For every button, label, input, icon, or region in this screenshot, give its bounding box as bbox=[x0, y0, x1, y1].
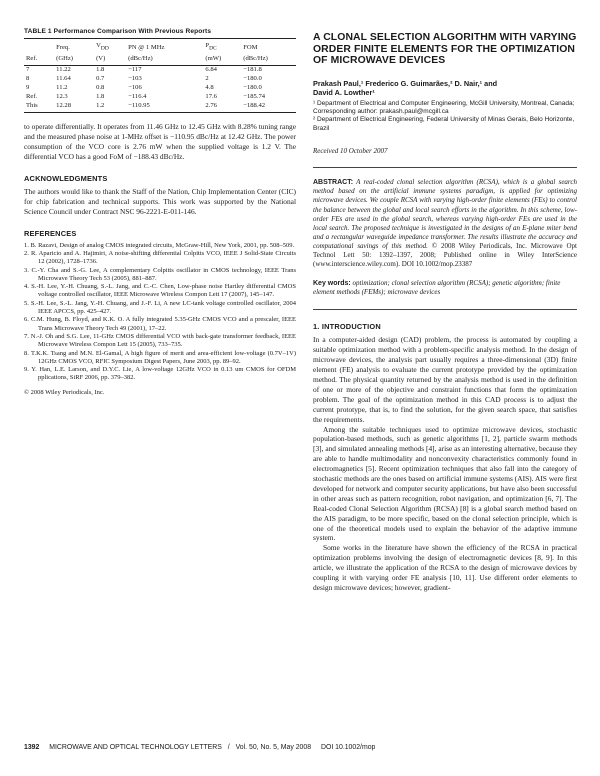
table-row bbox=[24, 84, 296, 93]
table-cell: 1.2 bbox=[94, 102, 126, 113]
keywords-label: Key words: bbox=[313, 280, 351, 288]
reference-item: 6. C.M. Hung, B. Floyd, and K.K. O. A fully integrated 5.35-GHz CMOS VCO and a prescaler, IEEE Trans Microwave Theory Tech 49 (2001), 17–22. bbox=[24, 316, 296, 332]
abstract bbox=[313, 178, 577, 269]
authors-line-2: David A. Lowther¹ bbox=[313, 88, 375, 98]
divider bbox=[313, 309, 577, 310]
acknowledgments-heading: ACKNOWLEDGMENTS bbox=[24, 173, 108, 183]
intro-paragraph-2: Among the suitable techniques used to optimize microwave devices, stochastic population-based methods, such as genetic algorithms [1, 2], particle swarm methods [3], and simulated annealing methods [4], arise as an interesting alternative, because they are able to handle multimodality and nonconvexity characteristics commonly found in electromagnetics [5]. Recent optimization techniques that also fall into the category of stochastic methods are the ones based on artificial immune systems (AIS). AIS were first developed for network and computer security applications, but have also been successful in other areas such as pattern recognition, robot navigation, and optimization [6, 7]. The Real-coded Clonal Selection Algorithm (RCSA) [8] is a global search method based on the AIS paradigm, to be more specific, based on the clonal selection principle, which is one of the theoretical models used to explain the behavior of the adaptive immune system. bbox=[313, 424, 577, 543]
divider bbox=[313, 167, 577, 168]
table-header-cell: PN @ 1 MHz bbox=[128, 44, 165, 52]
table-header-cell: Freq. bbox=[56, 44, 70, 52]
table-header-row bbox=[24, 41, 296, 54]
table-cell: 1.8 bbox=[96, 92, 105, 100]
table-caption: TABLE 1 Performance Comparison With Previous Reports bbox=[24, 28, 212, 35]
table-cell: Ref. bbox=[26, 92, 38, 100]
table-header-cell: (GHz) bbox=[54, 54, 94, 66]
table-cell: −185.74 bbox=[243, 92, 266, 100]
right-column bbox=[313, 28, 577, 593]
table-row bbox=[24, 66, 296, 75]
reference-item: 3. C.-Y. Cha and S.-G. Lee, A complementary Colpitts oscillator in CMOS technology, IEEE Trans Microwave Theory Tech 53 (2005), 881–887. bbox=[24, 266, 296, 282]
table-header-cell bbox=[24, 41, 54, 54]
journal-name: MICROWAVE AND OPTICAL TECHNOLOGY LETTERS bbox=[49, 744, 222, 751]
table-header-cell: (dBc/Hz) bbox=[241, 54, 296, 66]
references-heading: REFERENCES bbox=[24, 228, 77, 238]
reference-list bbox=[24, 242, 296, 383]
table-row bbox=[24, 75, 296, 84]
affiliation-2: ² Department of Electrical Engineering, Federal University of Minas Gerais, Belo Horizonte, Brazil bbox=[313, 116, 575, 132]
table-body bbox=[24, 66, 296, 113]
abstract-publication-info: © 2008 Wiley Periodicals, Inc. Microwave Opt Technol Lett 50: 1392–1397, 2008; Published online in Wiley InterScience (www.interscience.wiley.com). DOI 10.1002/mop.23387 bbox=[313, 241, 577, 269]
table-cell: 6.84 bbox=[205, 66, 217, 74]
table-cell: 11.64 bbox=[56, 75, 71, 83]
table-cell: 4.8 bbox=[205, 83, 214, 91]
abstract-text: A real-coded clonal selection algorithm (RCSA), which is a global search method based on the artificial immune systems paradigm, is applied for optimizing microwave devices. We couple RCSA with varying high-order finite elements (FEs) to control the balance between the global and local search efforts in the algorithm. In this scheme, low-order FEs are used in the global search, whereas varying high-order FEs are used in the local search. The proposed technique is investigated in the designs of an E-plane miter bend and a rectangular waveguide impedance transformer. The results illustrate the accuracy and computational savings of this method. bbox=[313, 178, 577, 250]
table-cell: 2 bbox=[205, 75, 209, 83]
reference-item: 2. R. Aparicio and A. Hajimiri, A noise-shifting differential Colpitts VCO, IEEE J Solid-State Circuits 12 (2002), 1728–1736. bbox=[24, 249, 296, 266]
table-header-row bbox=[24, 54, 296, 66]
table-header-cell: $P_{DC}$ bbox=[205, 42, 217, 52]
keywords-text: optimization; clonal selection algorithm (RCSA); genetic algorithm; finite element methods (FEMs); microwave devices bbox=[313, 279, 561, 297]
intro-paragraph-3: Some works in the literature have shown the efficiency of the RCSA in practical optimization problems involving the design of electromagnetic devices [8, 9]. In this article, we illustrate the application of the RCSA to the design of microwave devices by coupling it with varying order FE analysis [10, 11]. Use different order elements to design microwave devices; however, gradient- bbox=[313, 543, 577, 592]
table-cell: 12.3 bbox=[56, 92, 68, 100]
table-cell: −180.0 bbox=[243, 75, 262, 83]
author-list bbox=[313, 79, 577, 98]
footer-separator: / bbox=[227, 744, 230, 751]
table-cell: 17.6 bbox=[205, 92, 217, 100]
table-cell: 1.8 bbox=[96, 66, 105, 74]
left-column bbox=[24, 28, 296, 396]
page-footer bbox=[24, 744, 577, 751]
table-cell: −103 bbox=[128, 75, 142, 83]
table-header-cell: (dBc/Hz) bbox=[126, 54, 203, 66]
table-cell: −106 bbox=[128, 83, 142, 91]
table-header-cell: (mW) bbox=[203, 54, 241, 66]
table-cell: 2.76 bbox=[203, 102, 241, 113]
table-row bbox=[24, 102, 296, 113]
table-header-cell: FOM bbox=[243, 44, 258, 52]
table-cell: 11.22 bbox=[56, 66, 71, 74]
continuation-paragraph: to operate differentially. It operates from 11.46 GHz to 12.45 GHz with 8.28% tuning range and the measured phase noise at 1-MHz offset is −110.95 dBc/Hz at 12.42 GHz. The power consumption of the VCO core is 2.76 mW when the supplied voltage is 1.2 V. The differential VCO has a good FoM of −188.43 dBc/Hz. bbox=[24, 122, 296, 162]
table-header-cell: Ref. bbox=[24, 54, 54, 66]
abstract-label: ABSTRACT: bbox=[313, 179, 354, 187]
table-cell: 8 bbox=[26, 75, 30, 83]
reference-item: 5. S.-H. Lee, S.-L. Jang, Y.-H. Chuang, and J.-F. Li, A new LC-tank voltage controlled oscillator, 2004 IEEE APCCS, pp. 425–427. bbox=[24, 299, 296, 316]
journal-volume: Vol. 50, No. 5, May 2008 bbox=[235, 744, 312, 751]
table-cell: −188.42 bbox=[241, 102, 296, 113]
performance-table bbox=[24, 38, 296, 113]
table-cell: −180.0 bbox=[243, 83, 262, 91]
table-header-cell: $V_{DD}$ bbox=[96, 42, 109, 52]
table-cell: −181.8 bbox=[243, 66, 262, 74]
copyright-notice: © 2008 Wiley Periodicals, Inc. bbox=[24, 388, 105, 396]
reference-item: 7. N.-J. Oh and S.G. Lee, 11-GHz CMOS differential VCO with back-gate transformer feedback, IEEE Microwave Wireless Compon Lett 15 (2005), 733–735. bbox=[24, 332, 296, 349]
page-number: 1392 bbox=[24, 744, 40, 751]
article-title: A CLONAL SELECTION ALGORITHM WITH VARYING ORDER FINITE ELEMENTS FOR THE OPTIMIZATION OF MICROWAVE DEVICES bbox=[313, 32, 577, 67]
reference-item: 8. T.K.K. Tsang and M.N. El-Gamal, A high figure of merit and area-efficient low-voltage (0.7V–1V) 12GHz CMOS VCO, RFIC Symposium Digest Papers, June 2003, pp. 89–92. bbox=[24, 349, 296, 365]
table-cell: 0.8 bbox=[96, 83, 105, 91]
table-header bbox=[24, 39, 296, 66]
table-cell: 7 bbox=[26, 66, 30, 74]
table-cell: −117 bbox=[128, 66, 142, 74]
authors-line-1: Prakash Paul,¹ Frederico G. Guimarães,² D. Nair,¹ and bbox=[313, 78, 498, 88]
introduction-heading: 1. INTRODUCTION bbox=[313, 322, 381, 332]
table-cell: 9 bbox=[26, 83, 30, 91]
table-cell: −116.4 bbox=[128, 92, 147, 100]
intro-paragraph-1: In a computer-aided design (CAD) problem, the process is automated by coupling a suitable optimization method with a problem-specific analysis method. In the design of microwave devices, the analysis part usually requires a three-dimensional (3D) finite element (FE) analysis to evaluate the current prototype provided by the optimization method. The physical quantity returned by the analysis method is used in the definition of one or more of the objective and constraint functions that form the optimization problem. The goal of the optimization method in this CAD process is to adjust the current prototype, that is, to find the solution, for the given search space, that satisfies the requirements. bbox=[313, 335, 577, 424]
table-cell: 11.2 bbox=[56, 83, 68, 91]
table-header-cell: (V) bbox=[94, 54, 126, 66]
journal-doi: DOI 10.1002/mop bbox=[320, 744, 376, 751]
acknowledgments-text: The authors would like to thank the Staff of the Nation, Chip Implementation Center (CIC) for chip fabrication and technical supports. This work was supported by the National Science Council under Contract NSC 96-2221-E-011-146. bbox=[24, 186, 296, 216]
reference-item: 4. S.-H. Lee, Y.-H. Chuang, S.-L. Jang, and C.-C. Chen, Low-phase noise Hartley differential CMOS voltage controlled oscillator, IEEE Microwave Wireless Compon Lett 17 (2007), 145–147. bbox=[24, 283, 296, 299]
table-cell: This bbox=[24, 102, 54, 113]
table-cell: −110.95 bbox=[126, 102, 203, 113]
received-date: Received 10 October 2007 bbox=[313, 147, 388, 156]
keywords bbox=[313, 279, 577, 297]
reference-item: 1. B. Razavi, Design of analog CMOS integrated circuits, McGraw-Hill, New York, 2001, pp. 508–509. bbox=[24, 241, 295, 249]
reference-item: 9. Y. Han, L.E. Larson, and D.Y.C. Lie, A low-voltage 12GHz VCO in 0.13 um CMOS for OFDM pplications, SiRF 2006, pp. 379–382. bbox=[24, 366, 296, 382]
table-cell: 12.28 bbox=[54, 102, 94, 113]
affiliation-1: ¹ Department of Electrical and Computer Engineering, McGill University, Montreal, Canada; Corresponding author: prakash.paul@mcgill.ca bbox=[313, 99, 575, 115]
table-row bbox=[24, 93, 296, 102]
table-cell: 0.7 bbox=[96, 75, 105, 83]
